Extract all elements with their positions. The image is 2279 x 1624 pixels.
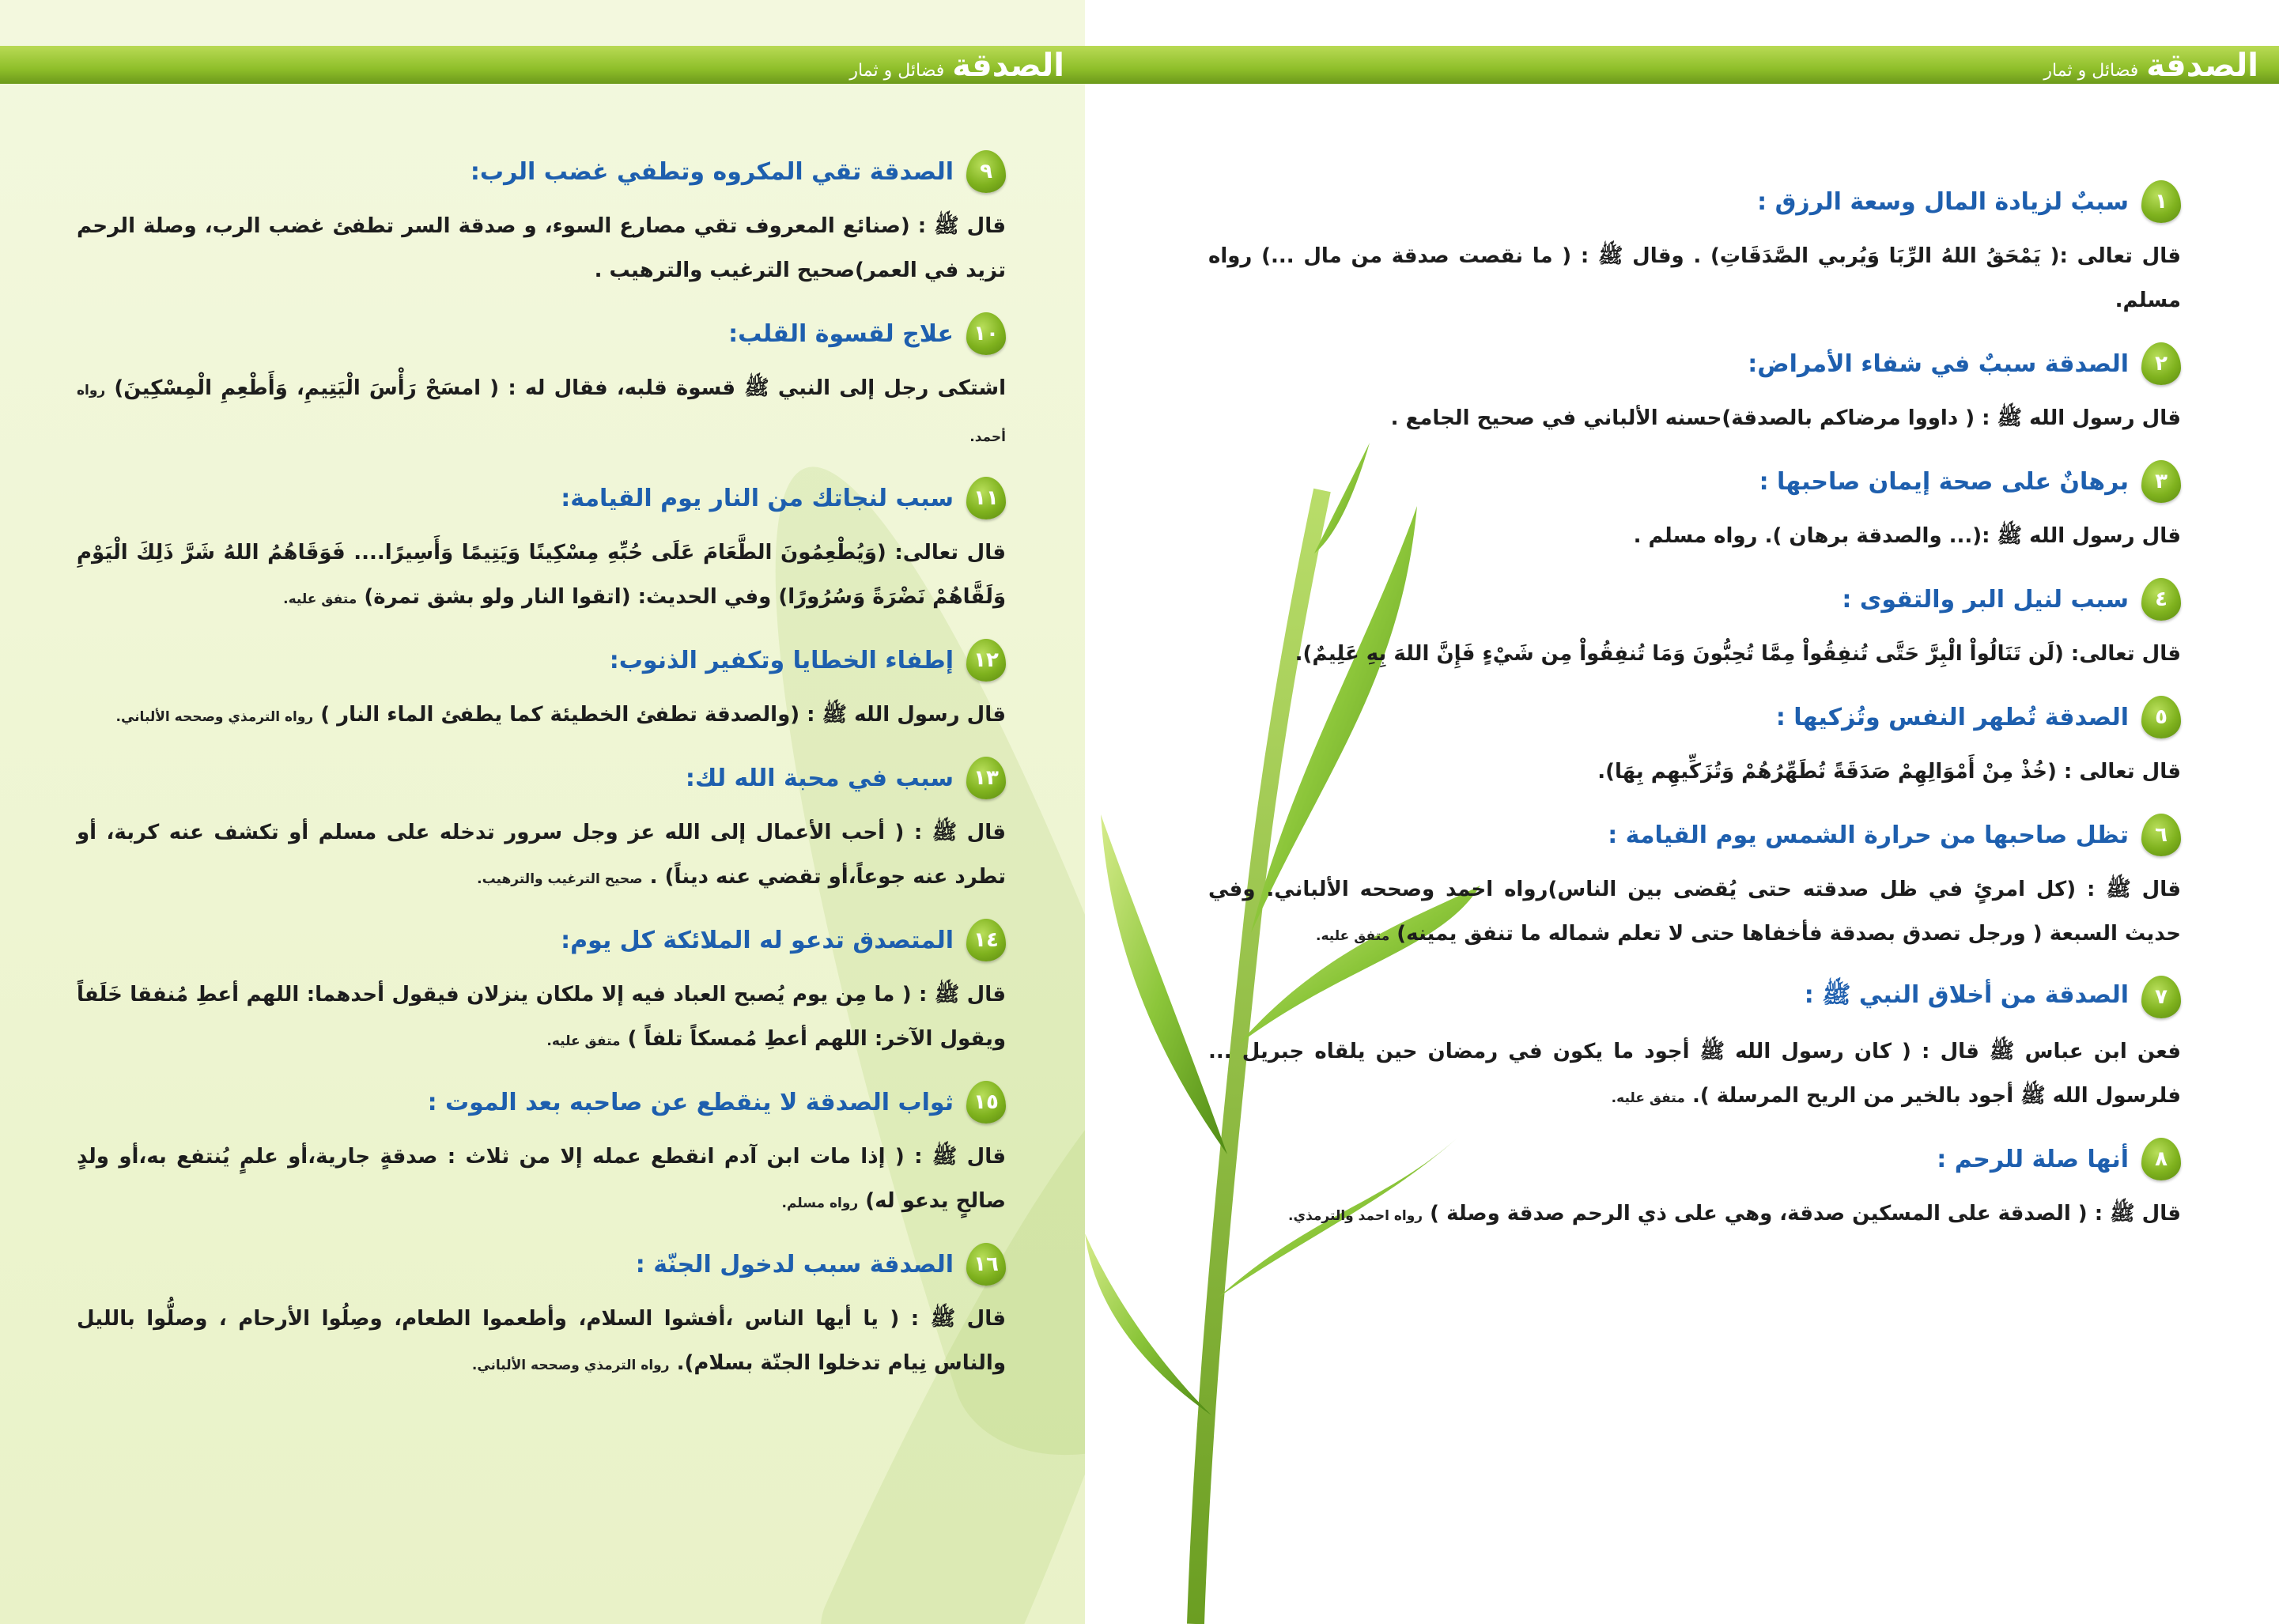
benefit-text [1208,514,2181,561]
benefit-title: المتصدق تدعو له الملائكة كل يوم: [561,926,954,954]
benefit-text [77,693,1006,739]
benefit-heading [77,1243,1006,1286]
benefit-title: ثواب الصدقة لا ينقطع عن صاحبه بعد الموت : [427,1088,954,1116]
leaf-number-badge: ٤ [2141,578,2181,621]
benefit-text [1208,396,2181,443]
benefit-heading [1208,696,2181,738]
benefit-heading [77,757,1006,799]
benefit-title: سببٌ لزيادة المال وسعة الرزق : [1757,187,2129,216]
benefit-text [77,366,1006,459]
leaf-number-badge: ١١ [966,477,1006,519]
brand-title [849,47,1064,84]
benefit-title: الصدقة تُطهر النفس وتُزكيها : [1775,703,2129,731]
brand-sub-text: فضائل و ثمار [849,61,945,81]
benefit-item [1208,342,2181,443]
left-column [77,150,1006,1405]
brand-sub-text: فضائل و ثمار [2043,61,2139,81]
benefit-item [77,757,1006,901]
benefit-text [77,531,1006,621]
benefit-heading [77,639,1006,682]
benefit-source: رواه أحمد. [77,383,1006,445]
benefit-item [1208,1138,2181,1238]
benefit-text [1208,867,2181,958]
benefit-item [77,312,1006,459]
benefit-heading [77,919,1006,961]
benefit-heading [1208,578,2181,621]
benefit-heading [1208,460,2181,503]
leaf-number-badge: ٦ [2141,814,2181,856]
benefit-item [1208,976,2181,1120]
leaf-number-badge: ١٤ [966,919,1006,961]
benefit-source: متفق عليه. [283,591,357,607]
benefit-quote: قال رسول الله ﷺ : (والصدقة تطفئ الخطيئة كما يطفئ الماء النار ) [320,703,1006,727]
benefit-heading [1208,342,2181,385]
benefit-heading [77,477,1006,519]
leaf-number-badge: ١ [2141,180,2181,223]
benefit-text [77,973,1006,1063]
benefit-title: الصدقة من أخلاق النبي ﷺ : [1804,980,2129,1009]
header-bar [1085,46,2279,84]
benefit-text [1208,632,2181,678]
benefit-text [1208,234,2181,325]
benefit-heading [1208,976,2181,1018]
benefit-quote: قال تعالى: (لَن تَنَالُواْ الْبِرَّ حَتَّى تُنفِقُواْ مِمَّا تُحِبُّونَ وَمَا تُنفِقُواْ مِن شَيْءٍ فَإِنَّ اللهَ بِهِ عَلِيمٌ). [1294,642,2181,666]
benefit-item [77,919,1006,1063]
leaf-number-badge: ٧ [2141,976,2181,1018]
benefit-text [77,1135,1006,1226]
benefit-source: رواه الترمذي وصححه الألباني. [471,1358,670,1373]
benefit-text [77,204,1006,295]
left-page [0,0,1085,1624]
benefit-quote: قال تعالى: (وَيُطْعِمُونَ الطَّعَامَ عَلَى حُبِّهِ مِسْكِينًا وَيَتِيمًا وَأَسِيرًا.... فَوَقَاهُمُ اللهُ شَرَّ ذَلِكَ الْيَوْمِ وَلَقَّاهُمْ نَضْرَةً وَسُرُورًا) وفي الحديث: (اتقوا النار ولو بشق تمرة) [77,541,1006,609]
benefit-quote: قال ﷺ : ( ما مِن يوم يُصبح العباد فيه إلا ملكان ينزلان فيقول أحدهما: اللهم أعطِ مُنفقا خَلَفاً ويقول الآخر: اللهم أعطِ مُمسكاً تلفاً ) [77,983,1006,1051]
benefit-heading [1208,1138,2181,1180]
benefit-source: صحيح الترغيب والترهيب. [477,871,643,887]
benefit-source: متفق عليه. [1316,928,1390,944]
benefit-heading [77,150,1006,193]
benefit-item [77,1243,1006,1388]
leaf-number-badge: ١٦ [966,1243,1006,1286]
benefit-title: تظل صاحبها من حرارة الشمس يوم القيامة : [1608,821,2129,849]
benefit-item [77,477,1006,621]
benefit-heading [1208,814,2181,856]
benefit-item [1208,460,2181,561]
brand-title [2043,47,2258,84]
benefit-item [1208,578,2181,678]
benefit-text [1208,750,2181,796]
benefit-heading [77,1081,1006,1124]
leaf-number-badge: ١٥ [966,1081,1006,1124]
benefit-quote: قال تعالى :( يَمْحَقُ اللهُ الرِّبَا وَيُربي الصَّدَقَاتِ) . وقال ﷺ : ( ما نقصت صدقة من مال ...) رواه مسلم. [1208,244,2181,312]
benefit-item [77,1081,1006,1226]
benefit-title: الصدقة سبب لدخول الجنّة : [635,1250,954,1278]
benefit-title: سبب لنجاتك من النار يوم القيامة: [561,484,954,512]
benefit-source: متفق عليه. [546,1033,621,1049]
header-bar [0,46,1085,84]
benefit-heading [77,312,1006,355]
benefit-item [1208,180,2181,325]
benefit-item [77,150,1006,295]
benefit-quote: قال ﷺ : ( يا أيها الناس ،أفشوا السلام، وأطعموا الطعام، وصِلُوا الأرحام ، وصلُّوا بالليل والناس نِيام تدخلوا الجنّة بسلام). [77,1307,1006,1375]
benefit-text [1208,1029,2181,1120]
benefit-quote: قال ﷺ : ( أحب الأعمال إلى الله عز وجل سرور تدخله على مسلم أو تكشف عنه كربة، أو تطرد عنه جوعاً،أو تقضي عنه ديناً) . [77,821,1006,889]
leaf-number-badge: ٣ [2141,460,2181,503]
benefit-source: رواه مسلم. [781,1195,859,1211]
benefit-quote: قال رسول الله ﷺ :(... والصدقة برهان ). رواه مسلم . [1633,524,2181,548]
leaf-number-badge: ٨ [2141,1138,2181,1180]
benefit-title: برهانٌ على صحة إيمان صاحبها : [1759,467,2129,496]
brand-main-text: الصدقة [2146,47,2258,84]
benefit-title: سبب في محبة الله لك: [685,764,954,792]
benefit-source: متفق عليه. [1611,1090,1685,1106]
leaf-number-badge: ٥ [2141,696,2181,738]
benefit-title: أنها صلة للرحم : [1937,1145,2129,1173]
benefit-quote: قال ﷺ : ( الصدقة على المسكين صدقة، وهي على ذي الرحم صدقة وصلة ) [1430,1202,2181,1226]
benefit-title: إطفاء الخطايا وتكفير الذنوب: [609,646,954,674]
benefit-text [1208,1192,2181,1238]
benefit-title: الصدقة تقي المكروه وتطفي غضب الرب: [470,157,954,186]
benefit-source: رواه الترمذي وصححه الألباني. [115,709,314,725]
benefit-quote: قال رسول الله ﷺ : ( داووا مرضاكم بالصدقة)حسنه الألباني في صحيح الجامع . [1390,406,2181,430]
plant-leaf [1085,1233,1211,1415]
benefit-quote: فعن ابن عباس ﷺ قال : ( كان رسول الله ﷺ أجود ما يكون في رمضان حين يلقاه جبريل ... فلرسول الله ﷺ أجود بالخير من الريح المرسلة ). [1208,1040,2181,1108]
benefit-title: سبب لنيل البر والتقوى : [1842,585,2129,614]
benefit-title: علاج لقسوة القلب: [728,319,954,348]
benefit-title: الصدقة سببٌ في شفاء الأمراض: [1748,349,2129,378]
benefit-item [1208,696,2181,796]
leaf-number-badge: ٩ [966,150,1006,193]
right-page [1085,0,2279,1624]
benefit-source: رواه احمد والترمذي. [1288,1208,1423,1224]
benefit-item [77,639,1006,739]
leaf-number-badge: ١٣ [966,757,1006,799]
benefit-text [77,1297,1006,1388]
benefit-item [1208,814,2181,958]
benefit-quote: قال تعالى : (خُذْ مِنْ أَمْوَالِهِمْ صَدَقَةً تُطَهِّرُهُمْ وَتُزَكِّيهِم بِهَا). [1597,760,2181,784]
leaf-number-badge: ١٢ [966,639,1006,682]
benefit-text [77,810,1006,901]
brand-main-text: الصدقة [952,47,1064,84]
benefit-quote: اشتكى رجل إلى النبي ﷺ قسوة قلبه، فقال له : ( امسَحْ رَأْسَ الْيَتِيمِ، وَأَطْعِمِ الْمِسْكِينَ) [114,376,1006,400]
benefit-quote: قال ﷺ : (كل امرئٍ في ظل صدقته حتى يُقضى بين الناس)رواه احمد وصححه الألباني. وفي حديث السبعة ( ورجل تصدق بصدقة فأخفاها حتى لا تعلم شماله ما تنفق يمينه) [1208,878,2181,946]
leaf-number-badge: ١٠ [966,312,1006,355]
leaf-number-badge: ٢ [2141,342,2181,385]
benefit-quote: قال ﷺ : (صنائع المعروف تقي مصارع السوء، و صدقة السر تطفئ غضب الرب، وصلة الرحم تزيد في العمر)صحيح الترغيب والترهيب . [77,214,1006,282]
benefit-heading [1208,180,2181,223]
right-column [1208,180,2181,1256]
benefit-quote: قال ﷺ : ( إذا مات ابن آدم انقطع عمله إلا من ثلاث : صدقةٍ جارية،أو علمٍ يُنتفع به،أو ولدٍ صالحٍ يدعو له) [77,1145,1006,1213]
